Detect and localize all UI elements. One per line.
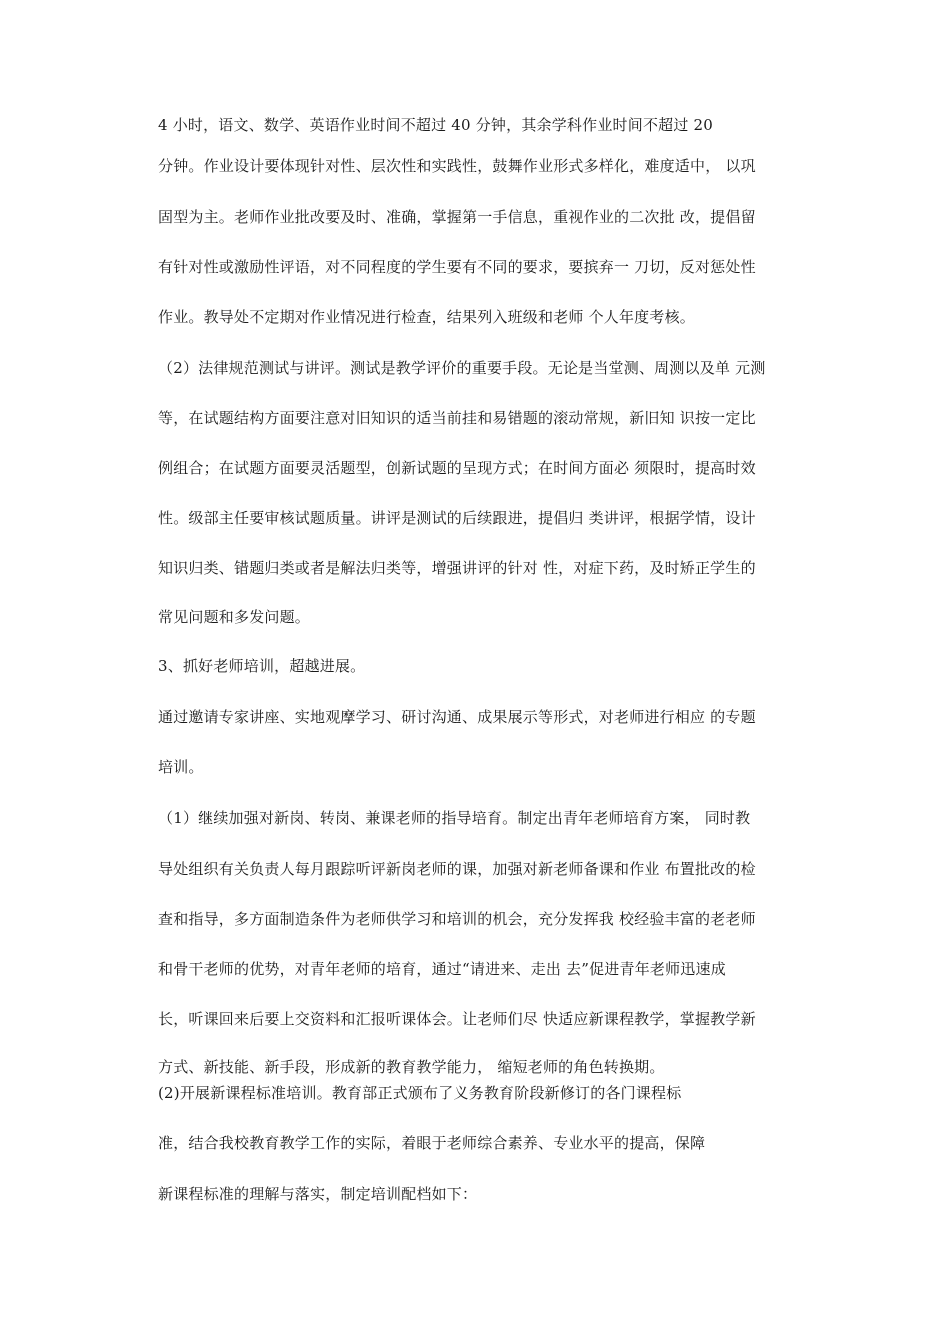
text-line: 性。级部主任要审核试题质量。讲评是测试的后续跟进，提倡归 类讲评，根据学情，设计 (158, 509, 756, 527)
text-line: 4 小时，语文、数学、英语作业时间不超过 40 分钟，其余学科作业时间不超过 20 (158, 116, 713, 134)
text-line: 知识归类、错题归类或者是解法归类等，增强讲评的针对 性，对症下药，及时矫正学生的 (158, 559, 756, 577)
text-line: （1）继续加强对新岗、转岗、兼课老师的指导培育。制定出青年老师培育方案， 同时教 (158, 809, 751, 827)
text-line: 培训。 (158, 758, 204, 776)
text-line: （2）法律规范测试与讲评。测试是教学评价的重要手段。无论是当堂测、周测以及单 元测 (158, 359, 766, 377)
text-line: 常见问题和多发问题。 (158, 608, 311, 626)
text-line: 例组合；在试题方面要灵活题型，创新试题的呈现方式；在时间方面必 须限时，提高时效 (158, 459, 756, 477)
text-line: 查和指导，多方面制造条件为老师供学习和培训的机会，充分发挥我 校经验丰富的老老师 (158, 910, 756, 928)
text-line: 准，结合我校教育教学工作的实际，着眼于老师综合素养、专业水平的提高，保障 (158, 1134, 706, 1152)
text-line: 有针对性或激励性评语，对不同程度的学生要有不同的要求，要摈弃一 刀切，反对惩处性 (158, 258, 756, 276)
text-line: (2)开展新课程标准培训。教育部正式颁布了义务教育阶段新修订的各门课程标 (158, 1084, 682, 1102)
text-line: 等，在试题结构方面要注意对旧知识的适当前挂和易错题的滚动常规，新旧知 识按一定比 (158, 409, 756, 427)
text-line: 固型为主。老师作业批改要及时、准确，掌握第一手信息，重视作业的二次批 改，提倡留 (158, 208, 756, 226)
text-line: 和骨干老师的优势，对青年老师的培育，通过“请进来、走出 去”促进青年老师迅速成 (158, 960, 726, 978)
text-line: 作业。教导处不定期对作业情况进行检查，结果列入班级和老师 个人年度考核。 (158, 308, 695, 326)
text-line: 分钟。作业设计要体现针对性、层次性和实践性，鼓舞作业形式多样化，难度适中， 以巩 (158, 157, 756, 175)
text-line: 长，听课回来后要上交资料和汇报听课体会。让老师们尽 快适应新课程教学，掌握教学新 (158, 1010, 756, 1028)
text-line: 通过邀请专家讲座、实地观摩学习、研讨沟通、成果展示等形式，对老师进行相应 的专题 (158, 708, 756, 726)
text-line: 新课程标准的理解与落实，制定培训配档如下： (158, 1185, 478, 1203)
text-line: 方式、新技能、新手段，形成新的教育教学能力， 缩短老师的角色转换期。 (158, 1058, 665, 1076)
section-heading: 3、抓好老师培训，超越进展。 (158, 657, 366, 675)
text-line: 导处组织有关负责人每月跟踪听评新岗老师的课，加强对新老师备课和作业 布置批改的检 (158, 860, 756, 878)
